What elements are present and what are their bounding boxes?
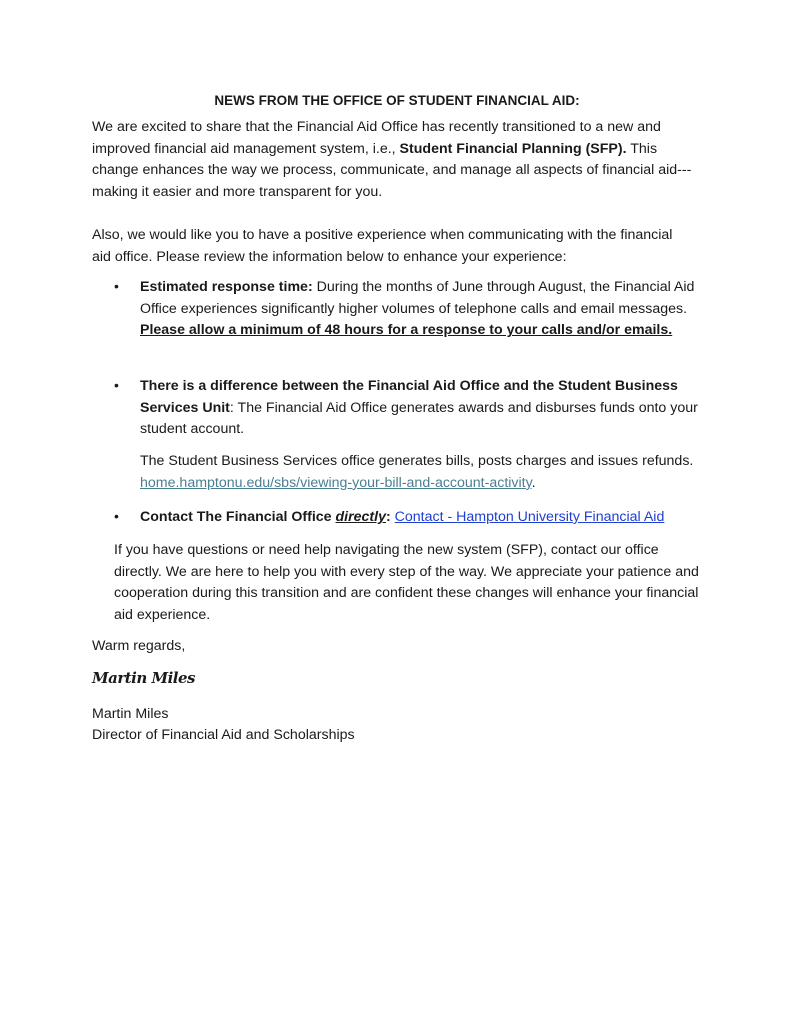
sbs-paragraph (140, 451, 702, 494)
list-item-response-time (140, 277, 702, 342)
closing: Warm regards, (92, 638, 186, 654)
signer-name: Martin Miles (92, 706, 169, 722)
signer-title: Director of Financial Aid and Scholarships (92, 727, 355, 743)
page-title: NEWS FROM THE OFFICE OF STUDENT FINANCIAL AID: (214, 93, 580, 108)
response-time-emphasis: Please allow a minimum of 48 hours for a response to your calls and/or emails. (140, 322, 673, 339)
period: . (531, 474, 536, 491)
intro-text: We are excited to share that the Financial Aid Office has recently transitioned to a new and improved financial aid management system, i.e., (92, 119, 661, 157)
difference-text: : The Financial Aid Office generates awards and disburses funds onto your student account. (140, 399, 698, 438)
sbs-text: The Student Business Services office generates bills, posts charges and issues refunds. (140, 453, 694, 469)
bullet-icon: • (114, 377, 119, 393)
intro-text-end: This change enhances the way we process, communicate, and manage all aspects of financial aid---making it easier and more transparent for you. (92, 140, 692, 201)
bullet-icon: • (114, 278, 119, 294)
contact-emphasis: directly (335, 509, 386, 525)
signature: Martin Miles (92, 669, 195, 687)
sbs-billing-link[interactable]: home.hamptonu.edu/sbs/viewing-your-bill-and-account-activity (140, 474, 532, 491)
help-paragraph: If you have questions or need help navigating the new system (SFP), contact our office directly. We are here to help you with every step of the way. We appreciate your patience and cooperation during this transition and are confident these changes will enhance your financial aid experience. (114, 542, 699, 624)
response-time-text: During the months of June through August, the Financial Aid Office experiences significantly higher volumes of telephone calls and email messages. (140, 279, 695, 317)
difference-label: There is a difference between the Financial Aid Office and the Student Business Services Unit (140, 378, 678, 416)
sfp-name: Student Financial Planning (SFP). (399, 140, 627, 157)
contact-financial-aid-link[interactable]: Contact - Hampton University Financial Aid (394, 509, 665, 525)
intro-paragraph (92, 117, 702, 204)
response-time-label: Estimated response time: (140, 279, 313, 295)
colon: : (385, 509, 395, 525)
experience-paragraph: Also, we would like you to have a positive experience when communicating with the financial aid office. Please review the information below to enhance your experience: (92, 227, 673, 265)
list-item-office-difference (140, 376, 702, 441)
list-item-contact (140, 507, 702, 529)
contact-label: Contact The Financial Office (140, 509, 336, 525)
bullet-icon: • (114, 508, 119, 524)
